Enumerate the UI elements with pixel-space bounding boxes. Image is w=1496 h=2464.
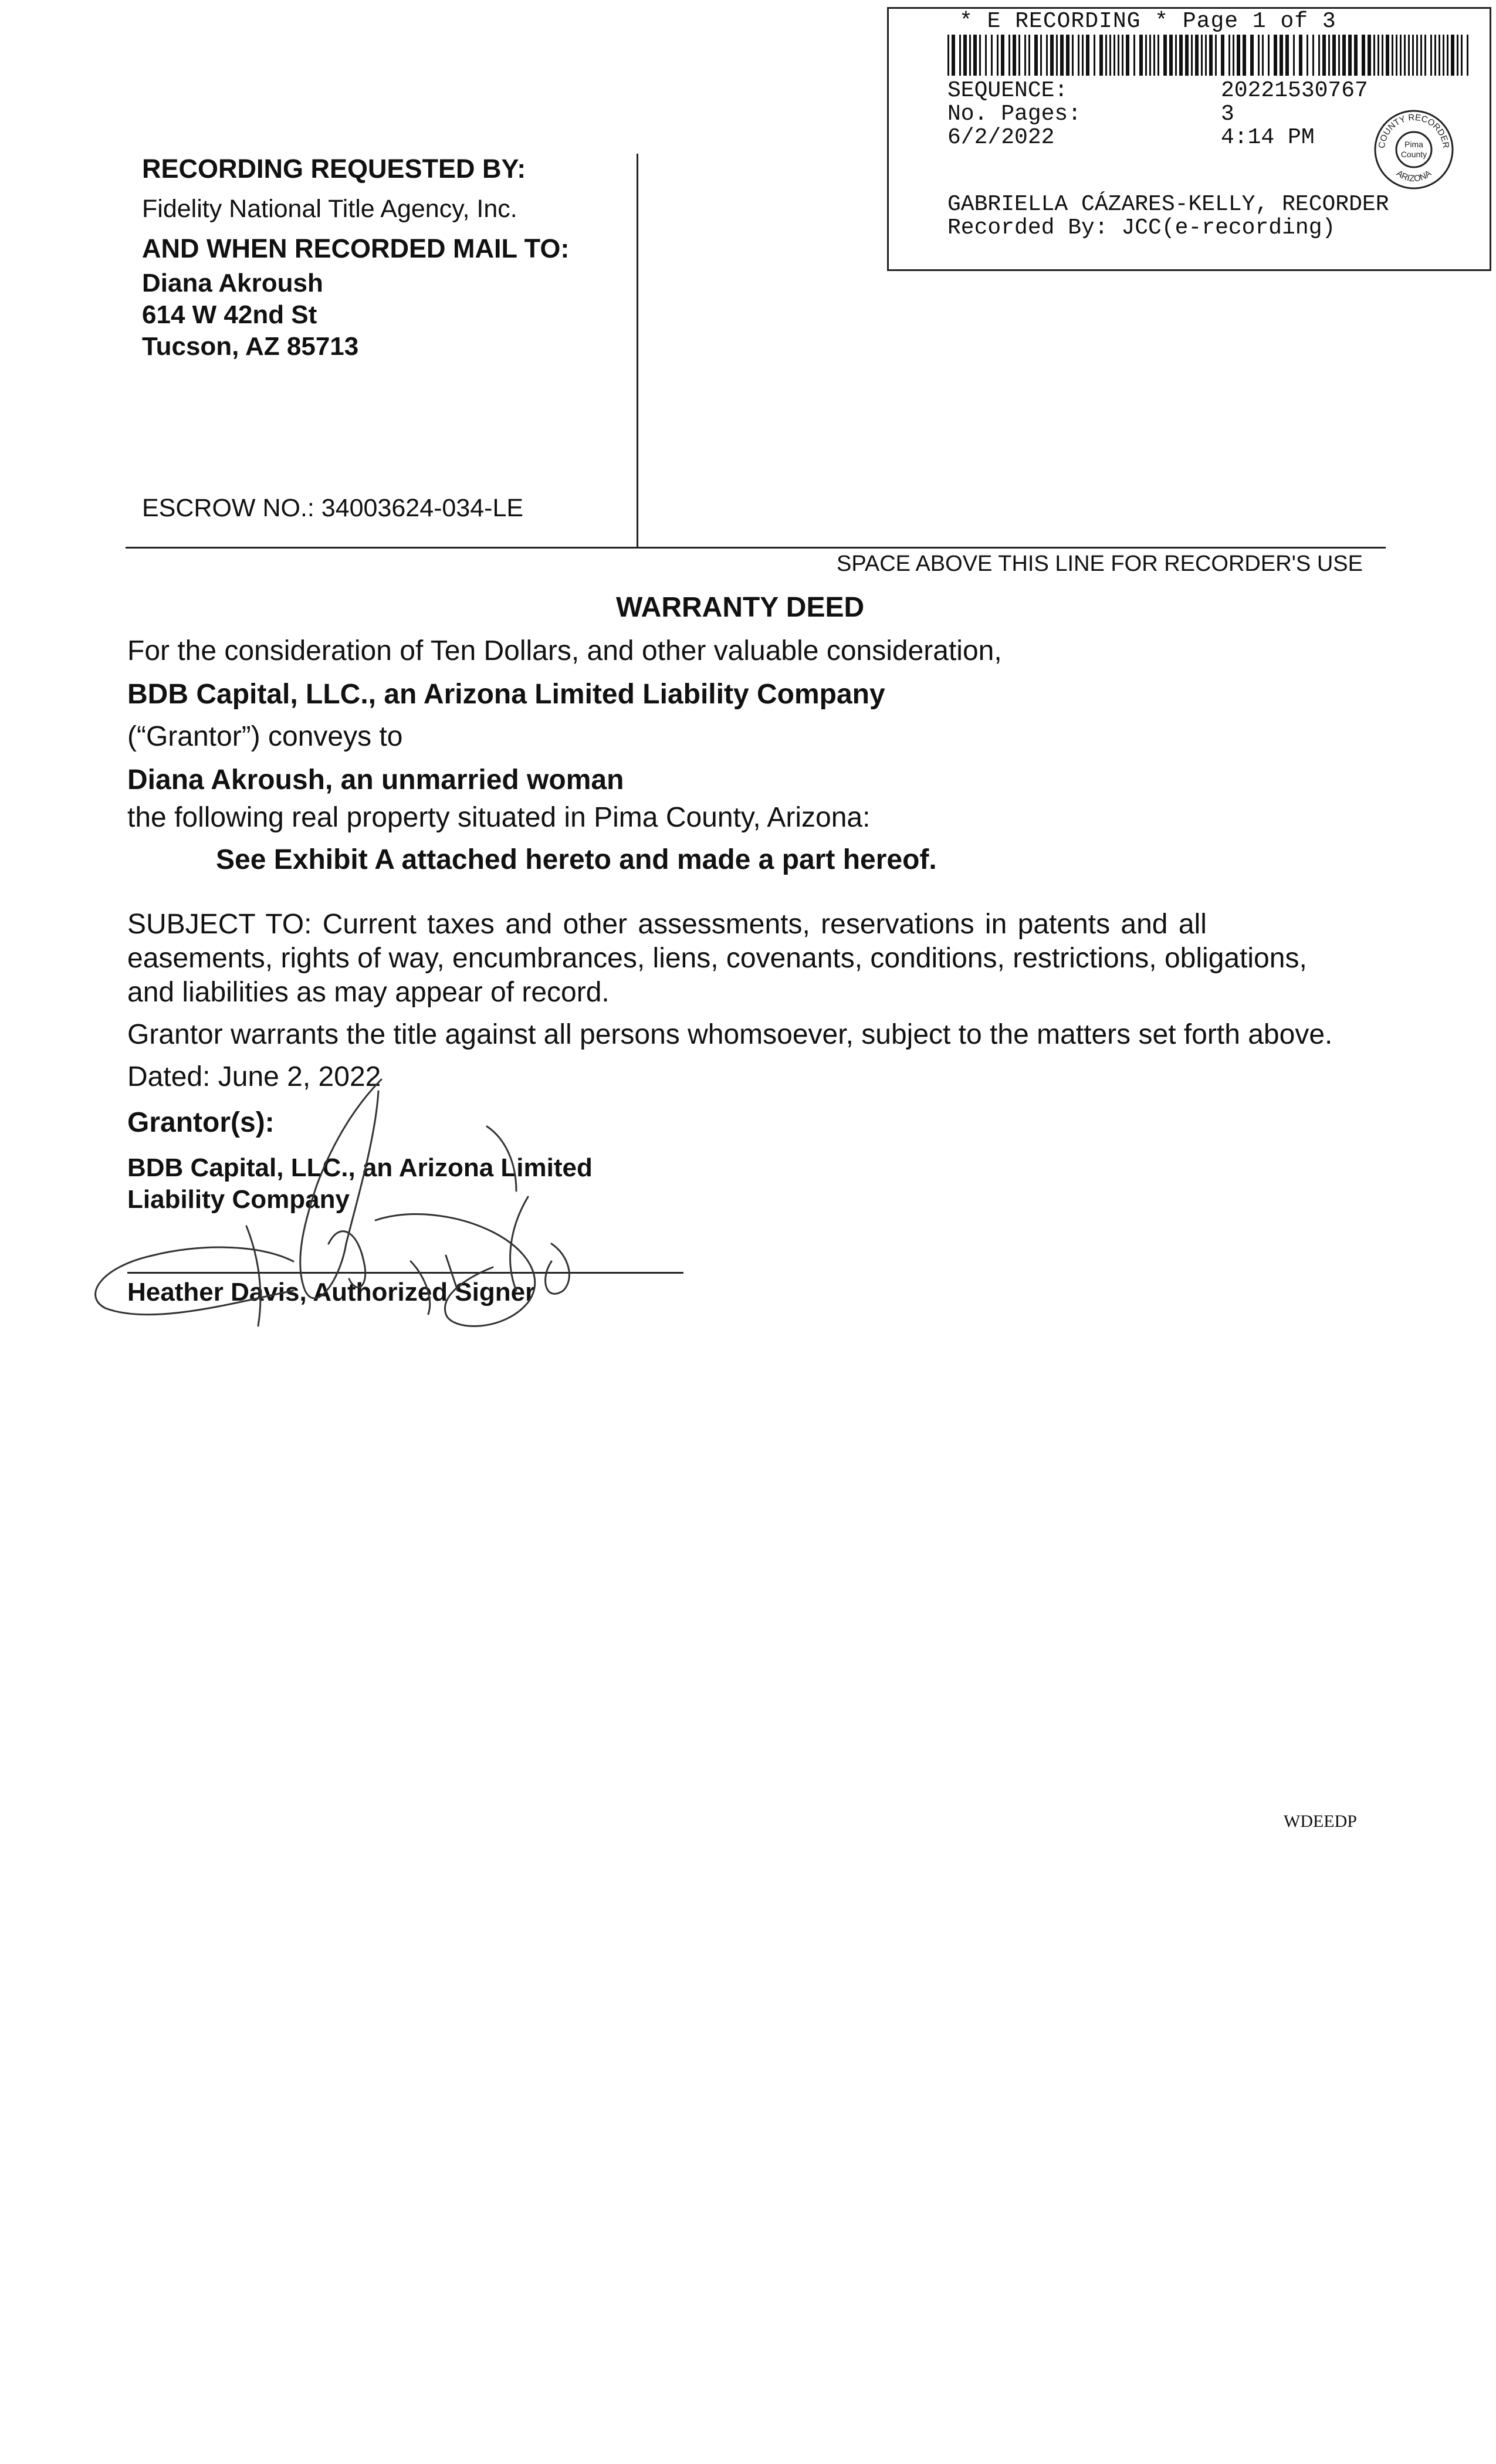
barcode-bar [969, 35, 971, 76]
barcode-bar [1013, 35, 1016, 76]
barcode-bar [1221, 35, 1224, 76]
barcode-bar [1434, 35, 1436, 76]
grantors-label: Grantor(s): [127, 1107, 275, 1138]
dated-text: Dated: June 2, 2022 [127, 1061, 381, 1092]
barcode-bar [1205, 35, 1207, 76]
warranty-text: Grantor warrants the title against all persons whomsoever, subject to the matters set forth above. [127, 1019, 1333, 1050]
barcode-bar [959, 35, 961, 76]
barcode [947, 35, 1470, 76]
barcode-bar [1163, 35, 1167, 76]
barcode-bar [1443, 35, 1444, 76]
barcode-bar [1447, 35, 1448, 76]
barcode-bar [1133, 35, 1135, 76]
barcode-bar [1461, 35, 1463, 76]
barcode-bar [1382, 35, 1383, 76]
barcode-bar [1215, 35, 1217, 76]
barcode-bar [963, 35, 967, 76]
form-code: WDEEDP [1284, 1812, 1357, 1831]
barcode-bar [1268, 35, 1270, 76]
barcode-bar [1072, 35, 1074, 76]
record-date: 6/2/2022 [947, 125, 1055, 150]
barcode-bar [1185, 35, 1189, 76]
barcode-bar [985, 35, 987, 76]
barcode-bar [1373, 35, 1375, 76]
barcode-bar [1145, 35, 1147, 76]
barcode-bar [997, 35, 999, 76]
recorder-space-line [126, 547, 1386, 549]
recorder-name: GABRIELLA CÁZARES-KELLY, RECORDER [947, 192, 1389, 217]
barcode-bar [1328, 35, 1330, 76]
barcode-bar [1050, 35, 1054, 76]
barcode-bar [1094, 35, 1095, 76]
barcode-bar [1293, 35, 1295, 76]
svg-text:Pima: Pima [1404, 140, 1423, 149]
barcode-bar [1086, 35, 1089, 76]
barcode-bar [1354, 35, 1358, 76]
stamp-header: * E RECORDING * Page 1 of 3 [959, 9, 1336, 34]
barcode-bar [973, 35, 977, 76]
handwritten-signature [82, 1068, 622, 1349]
barcode-bar [1122, 35, 1123, 76]
barcode-bar [1307, 35, 1308, 76]
barcode-bar [1420, 35, 1422, 76]
sequence-label: SEQUENCE: [947, 78, 1068, 103]
barcode-bar [1250, 35, 1254, 76]
barcode-bar [1412, 35, 1414, 76]
pages-value: 3 [1221, 101, 1234, 127]
barcode-bar [1001, 35, 1004, 76]
barcode-bar [1400, 35, 1402, 76]
barcode-bar [1195, 35, 1199, 76]
barcode-bar [991, 35, 993, 76]
barcode-bar [1139, 35, 1143, 76]
requester-name: Fidelity National Title Agency, Inc. [142, 195, 517, 223]
barcode-bar [947, 35, 949, 76]
barcode-bar [1258, 35, 1260, 76]
barcode-bar [1082, 35, 1084, 76]
pages-label: No. Pages: [947, 101, 1082, 127]
barcode-bar [1149, 35, 1151, 76]
grantor-name: BDB Capital, LLC., an Arizona Limited Liability Company [127, 679, 885, 710]
county-seal-icon [1373, 109, 1455, 191]
consideration-text: For the consideration of Ten Dollars, and other valuable consideration, [127, 635, 1002, 666]
barcode-bar [1424, 35, 1426, 76]
deed-title: WARRANTY DEED [616, 592, 865, 623]
barcode-bar [1386, 35, 1389, 76]
mail-to-street: 614 W 42nd St [142, 300, 317, 329]
barcode-bar [1392, 35, 1393, 76]
barcode-bar [1024, 35, 1026, 76]
barcode-bar [1342, 35, 1346, 76]
barcode-bar [1430, 35, 1432, 76]
signer-name: Heather Davis, Authorized Signer [127, 1278, 536, 1307]
grantee-name: Diana Akroush, an unmarried woman [127, 764, 624, 796]
barcode-bar [1262, 35, 1264, 76]
svg-text:COUNTY RECORDER: COUNTY RECORDER [1376, 112, 1451, 149]
barcode-bar [1285, 35, 1289, 76]
barcode-bar [1118, 35, 1119, 76]
barcode-bar [1034, 35, 1038, 76]
barcode-bar [1028, 35, 1030, 76]
header-divider-vertical [637, 154, 638, 548]
barcode-bar [1338, 35, 1340, 76]
sequence-value: 20221530767 [1221, 78, 1368, 103]
barcode-bar [1105, 35, 1107, 76]
escrow-number: ESCROW NO.: 34003624-034-LE [142, 494, 524, 522]
barcode-bar [1157, 35, 1159, 76]
record-time: 4:14 PM [1221, 125, 1315, 150]
barcode-bar [1209, 35, 1213, 76]
barcode-bar [1377, 35, 1379, 76]
subject-to-line-1: SUBJECT TO: Current taxes and other assessments, reservations in patents and all [127, 909, 1207, 940]
barcode-bar [1126, 35, 1129, 76]
property-text: the following real property situated in Pima County, Arizona: [127, 802, 871, 833]
barcode-bar [1191, 35, 1193, 76]
barcode-bar [1451, 35, 1454, 76]
barcode-bar [1228, 35, 1230, 76]
barcode-bar [1046, 35, 1048, 76]
barcode-bar [1467, 35, 1468, 76]
barcode-bar [1169, 35, 1173, 76]
barcode-bar [1109, 35, 1111, 76]
barcode-bar [1274, 35, 1277, 76]
barcode-bar [1113, 35, 1115, 76]
barcode-bar [1233, 35, 1234, 76]
barcode-bar [1066, 35, 1069, 76]
barcode-bar [1368, 35, 1371, 76]
mail-to-city: Tucson, AZ 85713 [142, 332, 359, 361]
barcode-bar [1299, 35, 1302, 76]
recording-stamp [887, 7, 1491, 271]
barcode-bar [1404, 35, 1406, 76]
barcode-bar [1099, 35, 1103, 76]
barcode-bar [1457, 35, 1458, 76]
barcode-bar [1008, 35, 1010, 76]
barcode-bar [1322, 35, 1326, 76]
signature-company-line-1: BDB Capital, LLC., an Arizona Limited [127, 1153, 593, 1182]
recorded-by: Recorded By: JCC(e-recording) [947, 215, 1336, 241]
barcode-bar [1243, 35, 1246, 76]
subject-to-line-3: and liabilities as may appear of record. [127, 977, 610, 1008]
barcode-bar [1318, 35, 1320, 76]
barcode-bar [1078, 35, 1079, 76]
svg-text:County: County [1400, 150, 1427, 159]
barcode-bar [1416, 35, 1418, 76]
recorder-use-note: SPACE ABOVE THIS LINE FOR RECORDER'S USE [837, 551, 1363, 576]
recording-requested-label: RECORDING REQUESTED BY: [142, 154, 526, 184]
barcode-bar [1056, 35, 1058, 76]
mail-to-name: Diana Akroush [142, 269, 323, 297]
barcode-bar [1201, 35, 1203, 76]
barcode-bar [1175, 35, 1177, 76]
barcode-bar [1362, 35, 1365, 76]
signature-company-line-2: Liability Company [127, 1185, 350, 1214]
barcode-bar [1312, 35, 1314, 76]
barcode-bar [1408, 35, 1410, 76]
barcode-bar [1179, 35, 1183, 76]
barcode-bar [1348, 35, 1352, 76]
barcode-bar [1153, 35, 1155, 76]
barcode-bar [1396, 35, 1397, 76]
exhibit-text: See Exhibit A attached hereto and made a part hereof. [216, 844, 937, 875]
barcode-bar [1040, 35, 1042, 76]
barcode-bar [1332, 35, 1336, 76]
subject-to-line-2: easements, rights of way, encumbrances, liens, covenants, conditions, restrictions, obligations, [127, 943, 1307, 974]
barcode-bar [1280, 35, 1283, 76]
barcode-bar [1439, 35, 1440, 76]
barcode-bar [1018, 35, 1020, 76]
barcode-bar [952, 35, 955, 76]
mail-to-label: AND WHEN RECORDED MAIL TO: [142, 233, 570, 263]
svg-text:ARIZONA: ARIZONA [1394, 168, 1434, 184]
barcode-bar [1060, 35, 1064, 76]
conveys-text: (“Grantor”) conveys to [127, 721, 403, 752]
barcode-bar [1237, 35, 1240, 76]
barcode-bar [979, 35, 981, 76]
